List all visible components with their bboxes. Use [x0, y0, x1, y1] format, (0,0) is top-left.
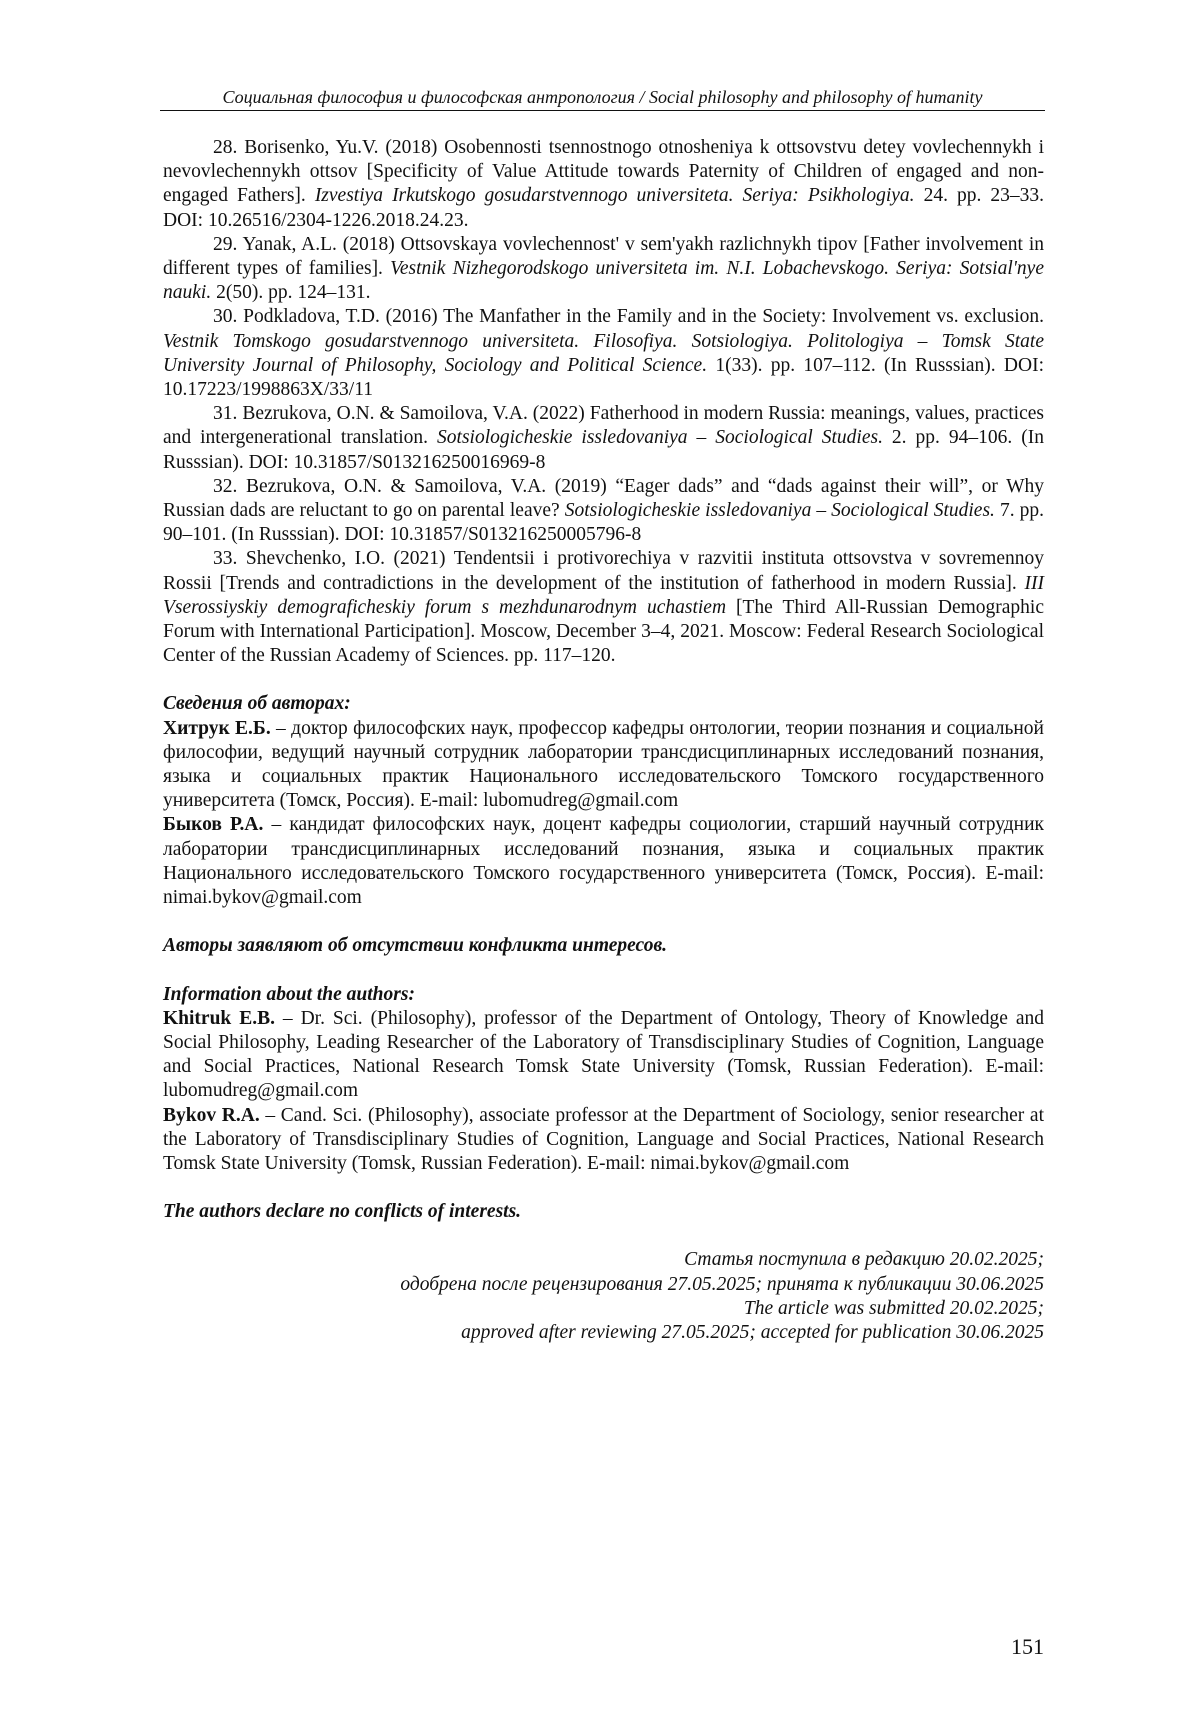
reference-details: 1(33). pp. 107–112. (In Russsian). DOI: 10.17223/1998863X/33/11 — [163, 354, 1045, 401]
page-number: 151 — [1011, 1634, 1044, 1659]
reference-text: 32. Bezrukova, O.N. & Samoilova, V.A. (2019) “Eager dads” and “dads against their will”, or Why Russian dads are reluctant to go on parental leave? — [163, 475, 1044, 522]
reference-32 — [163, 475, 1044, 548]
author-bio: – кандидат философских наук, доцент кафедры социологии, старший научный сотрудник лаборатории трансдисциплинарных исследований познания, языка и социальных практик Национального исследовательского Томского государственного университета (Томск, Россия). E-mail: nimai.bykov@gmail.com — [163, 814, 1044, 909]
author-bio: – Dr. Sci. (Philosophy), professor of the Department of Ontology, Theory of Knowledge and Social Philosophy, Leading Researcher of the Laboratory of Transdisciplinary Studies of Cognition, Language and Social Practices, National Research Tomsk State University (Tomsk, Russian Federation). E-mail: lubomudreg@gmail.com — [163, 1007, 1044, 1102]
reference-details: 7. pp. 90–101. (In Russsian). DOI: 10.31857/S013216250005796-8 — [163, 500, 1045, 546]
ru-author-khitruk — [163, 717, 1044, 814]
en-conflict-section — [163, 1200, 1044, 1224]
reference-details: 2. pp. 94–106. (In Russsian). DOI: 10.31857/S013216250016969-8 — [163, 427, 1044, 473]
reference-list — [163, 136, 1044, 668]
submission-dates — [163, 1248, 1044, 1345]
reference-source: Izvestiya Irkutskogo gosudarstvennogo universiteta. Seriya: Psikhologiya. — [314, 185, 915, 207]
reference-details: 2(50). pp. 124–131. — [211, 282, 371, 304]
page-content — [163, 136, 1044, 1345]
reference-29 — [163, 233, 1044, 306]
en-approved-accepted-dates: approved after reviewing 27.05.2025; accepted for publication 30.06.2025 — [461, 1321, 1044, 1343]
running-head: Социальная философия и философская антропология / Social philosophy and philosophy of humanity — [160, 86, 1045, 111]
ru-author-bykov — [163, 813, 1044, 910]
reference-details: [The Third All-Russian Demographic Forum with International Participation]. Moscow, December 3–4, 2021. Moscow: Federal Research Sociological Center of the Russian Academy of Sciences. pp. 117–120. — [163, 596, 1045, 667]
reference-source: Vestnik Tomskogo gosudarstvennogo universiteta. Filosofiya. Sotsiologiya. Politologiya – Tomsk State University Journal of Philosophy, Sociology and Political Science. — [163, 330, 1044, 376]
reference-source: III Vserossiyskiy demograficheskiy forum s mezhdunarodnym uchastiem — [163, 572, 1044, 618]
en-submitted-date: The article was submitted 20.02.2025; — [743, 1297, 1044, 1319]
en-authors-section — [163, 983, 1044, 1177]
ru-submitted-date: Статья поступила в редакцию 20.02.2025; — [684, 1249, 1044, 1271]
author-bio: – доктор философских наук, профессор кафедры онтологии, теории познания и социальной философии, ведущий научный сотрудник лаборатории трансдисциплинарных исследований познания, языка и социальных практик Национального исследовательского Томского государственного университета (Томск, Россия). E-mail: lubomudreg@gmail.com — [163, 717, 1044, 812]
author-name: Быков Р.А. — [163, 814, 264, 836]
ru-conflict-section — [163, 934, 1044, 958]
reference-28 — [163, 136, 1044, 233]
ru-approved-accepted-dates: одобрена после рецензирования 27.05.2025; принята к публикации 30.06.2025 — [400, 1273, 1044, 1295]
author-name: Bykov R.A. — [163, 1104, 260, 1126]
reference-30 — [163, 305, 1044, 402]
reference-31 — [163, 402, 1044, 475]
en-authors-heading: Information about the authors: — [163, 983, 415, 1005]
reference-33 — [163, 547, 1044, 668]
ru-authors-heading: Сведения об авторах: — [163, 693, 351, 715]
author-bio: – Cand. Sci. (Philosophy), associate professor at the Department of Sociology, senior researcher at the Laboratory of Transdisciplinary Studies of Cognition, Language and Social Practices, National Research Tomsk State University (Tomsk, Russian Federation). E-mail: nimai.bykov@gmail.com — [163, 1104, 1044, 1174]
ru-conflict-statement: Авторы заявляют об отсутствии конфликта интересов. — [163, 935, 668, 957]
reference-source: Vestnik Nizhegorodskogo universiteta im. N.I. Lobachevskogo. Seriya: Sotsial'nye nauki. — [163, 258, 1044, 304]
reference-text: 31. Bezrukova, O.N. & Samoilova, V.A. (2022) Fatherhood in modern Russia: meanings, values, practices and intergenerational translation. — [163, 403, 1044, 449]
reference-source: Sotsiologicheskie issledovaniya – Sociological Studies. — [437, 427, 883, 449]
ru-authors-section — [163, 692, 1044, 910]
reference-text: 33. Shevchenko, I.O. (2021) Tendentsii i protivorechiya v razvitii instituta ottsovstva v sovremennoy Rossii [Trends and contradictions in the development of the institution of fatherhood in modern Russia]. — [163, 548, 1044, 594]
en-author-bykov — [163, 1104, 1044, 1177]
author-name: Khitruk E.B. — [163, 1007, 275, 1029]
reference-text: 28. Borisenko, Yu.V. (2018) Osobennosti tsennostnogo otnosheniya k ottsovstvu detey vovlechennykh i nevovlechennykh ottsov [Specificity of Value Attitude towards Paternity of Children of engaged and non-engaged Fathers]. — [163, 137, 1044, 207]
en-conflict-statement: The authors declare no conflicts of interests. — [163, 1201, 522, 1223]
reference-text: 29. Yanak, A.L. (2018) Ottsovskaya vovlechennost' v sem'yakh razlichnykh tipov [Father involvement in different types of families]. — [163, 233, 1044, 280]
reference-details: 24. pp. 23–33. DOI: 10.26516/2304-1226.2018.24.23. — [163, 185, 1044, 231]
author-name: Хитрук Е.Б. — [163, 717, 271, 739]
reference-text: 30. Podkladova, T.D. (2016) The Manfather in the Family and in the Society: Involvement vs. exclusion. — [213, 306, 1044, 328]
reference-source: Sotsiologicheskie issledovaniya – Sociological Studies. — [564, 500, 995, 522]
en-author-khitruk — [163, 1007, 1044, 1104]
